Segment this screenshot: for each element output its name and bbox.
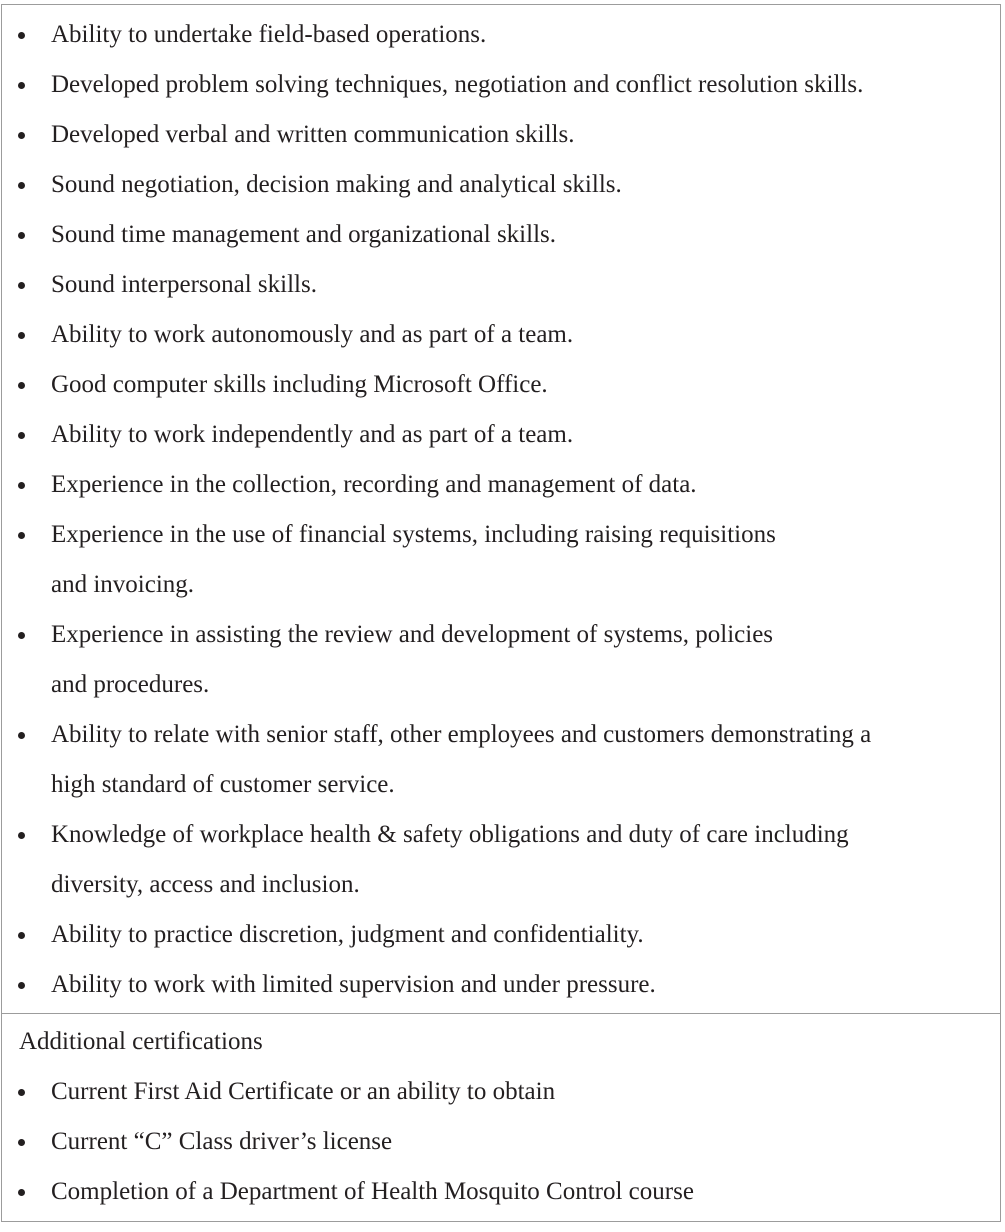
- bullet-icon: [18, 482, 25, 489]
- list-item: [2, 1117, 1000, 1167]
- list-item: [2, 810, 1000, 860]
- list-item-text: high standard of customer service.: [51, 771, 395, 798]
- bullet-icon: [18, 232, 25, 239]
- list-item-text: Sound interpersonal skills.: [51, 271, 317, 298]
- bullet-icon: [18, 182, 25, 189]
- certifications-heading: Additional certifications: [19, 1028, 263, 1055]
- bullet-icon: [18, 732, 25, 739]
- bullet-icon: [18, 1139, 25, 1146]
- list-item-text: Knowledge of workplace health & safety obligations and duty of care including: [51, 821, 849, 848]
- bullet-icon: [18, 1189, 25, 1196]
- list-item: [2, 110, 1000, 160]
- list-item: [2, 360, 1000, 410]
- bullet-icon: [18, 332, 25, 339]
- list-item-text: Ability to work autonomously and as part of a team.: [51, 321, 574, 348]
- list-item-text: Current First Aid Certificate or an ability to obtain: [51, 1078, 556, 1105]
- list-item-text: Ability to practice discretion, judgment and confidentiality.: [51, 921, 644, 948]
- list-item: [2, 960, 1000, 1010]
- list-item: [2, 610, 1000, 660]
- list-item-text: Experience in the collection, recording and management of data.: [51, 471, 697, 498]
- list-item: [2, 10, 1000, 60]
- skills-list: [2, 10, 1000, 1010]
- list-item-text: Developed problem solving techniques, negotiation and conflict resolution skills.: [51, 71, 864, 98]
- list-item-continuation: [2, 860, 1000, 910]
- list-item: [2, 710, 1000, 760]
- list-item-text: and procedures.: [51, 671, 210, 698]
- bullet-icon: [18, 132, 25, 139]
- list-item: [2, 310, 1000, 360]
- list-item: [2, 210, 1000, 260]
- requirements-table: [1, 4, 1001, 1222]
- list-item-text: Ability to undertake field-based operations.: [51, 21, 487, 48]
- list-item: [2, 1167, 1000, 1217]
- list-item-continuation: [2, 660, 1000, 710]
- list-item: [2, 910, 1000, 960]
- bullet-icon: [18, 932, 25, 939]
- bullet-icon: [18, 632, 25, 639]
- list-item-text: Ability to work independently and as part of a team.: [51, 421, 574, 448]
- list-item-text: Experience in assisting the review and development of systems, policies: [51, 621, 774, 648]
- bullet-icon: [18, 82, 25, 89]
- list-item: [2, 260, 1000, 310]
- list-item: [2, 1067, 1000, 1117]
- list-item: [2, 60, 1000, 110]
- list-item-text: Sound negotiation, decision making and analytical skills.: [51, 171, 622, 198]
- list-item-text: Sound time management and organizational skills.: [51, 221, 556, 248]
- list-item: [2, 160, 1000, 210]
- list-item-text: Developed verbal and written communication skills.: [51, 121, 575, 148]
- list-item: [2, 510, 1000, 560]
- list-item-text: Current “C” Class driver’s license: [51, 1128, 393, 1155]
- bullet-icon: [18, 432, 25, 439]
- bullet-icon: [18, 532, 25, 539]
- list-item-text: diversity, access and inclusion.: [51, 871, 360, 898]
- list-item-text: Good computer skills including Microsoft Office.: [51, 371, 548, 398]
- list-item-continuation: [2, 560, 1000, 610]
- bullet-icon: [18, 982, 25, 989]
- list-item-text: Ability to work with limited supervision and under pressure.: [51, 971, 656, 998]
- list-item-text: Experience in the use of financial systems, including raising requisitions: [51, 521, 776, 548]
- certifications-list: [2, 1067, 1000, 1217]
- list-item-text: Completion of a Department of Health Mosquito Control course: [51, 1178, 694, 1205]
- bullet-icon: [18, 282, 25, 289]
- bullet-icon: [18, 1089, 25, 1096]
- bullet-icon: [18, 382, 25, 389]
- list-item-text: and invoicing.: [51, 571, 195, 598]
- list-item: [2, 410, 1000, 460]
- skills-section: [2, 5, 1000, 1013]
- list-item-text: Ability to relate with senior staff, other employees and customers demonstrating a: [51, 721, 872, 748]
- list-item-continuation: [2, 760, 1000, 810]
- certifications-section: [2, 1013, 1000, 1221]
- bullet-icon: [18, 32, 25, 39]
- list-item: [2, 460, 1000, 510]
- bullet-icon: [18, 832, 25, 839]
